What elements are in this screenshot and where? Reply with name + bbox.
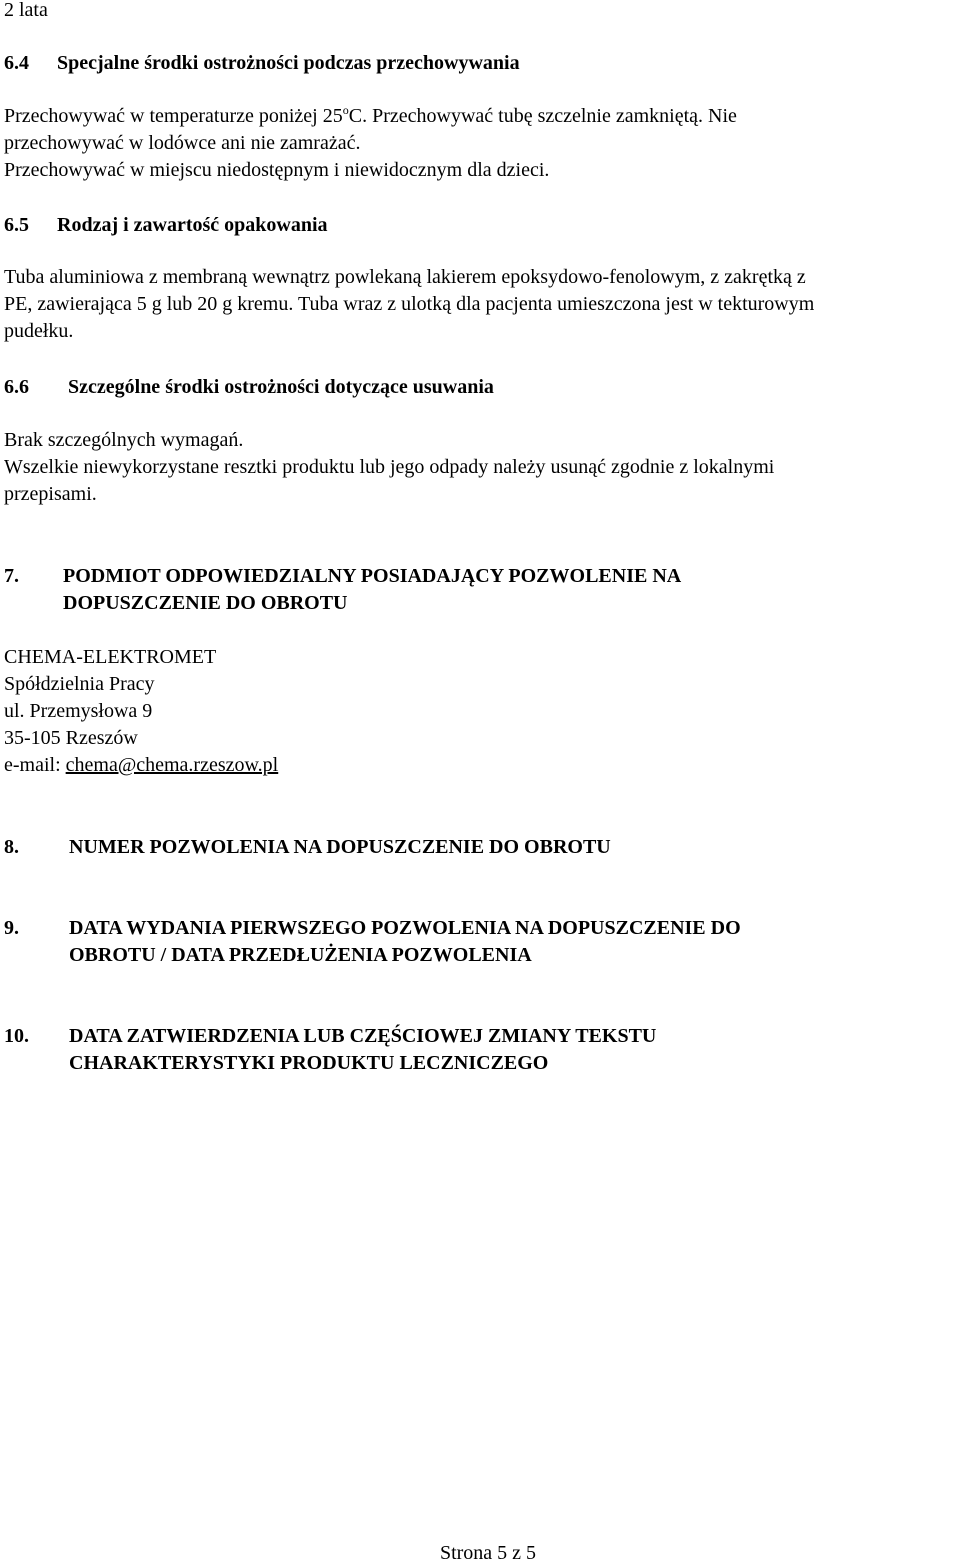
- section-number: 6.5: [4, 214, 29, 236]
- paragraph-line: Tuba aluminiowa z membraną wewnątrz powlekaną lakierem epoksydowo-fenolowym, z zakrętką z: [4, 266, 806, 288]
- section-title-line: DOPUSZCZENIE DO OBROTU: [63, 592, 348, 614]
- section-title-line: DATA WYDANIA PIERWSZEGO POZWOLENIA NA DOPUSZCZENIE DO: [69, 917, 741, 939]
- section-6-4-heading: [4, 50, 520, 77]
- section-title: Specjalne środki ostrożności podczas przechowywania: [57, 52, 520, 74]
- paragraph-line: pudełku.: [4, 320, 74, 342]
- section-title-line: DATA ZATWIERDZENIA LUB CZĘŚCIOWEJ ZMIANY TEKSTU: [69, 1025, 657, 1047]
- section-number: 7.: [4, 565, 19, 587]
- section-number: 9.: [4, 917, 19, 939]
- company-address: [4, 644, 959, 779]
- paragraph-line: przepisami.: [4, 483, 97, 505]
- section-number: 8.: [4, 836, 19, 858]
- section-number: 6.4: [4, 52, 29, 74]
- page-number-footer: Strona 5 z 5: [439, 1542, 537, 1564]
- section-6-4-body: [4, 103, 959, 184]
- section-title-line: PODMIOT ODPOWIEDZIALNY POSIADAJĄCY POZWOLENIE NA: [63, 565, 682, 587]
- section-6-6-body: [4, 427, 959, 508]
- street-address: ul. Przemysłowa 9: [4, 700, 153, 722]
- section-6-5-body: [4, 264, 959, 345]
- section-title-line: OBROTU / DATA PRZEDŁUŻENIA POZWOLENIA: [69, 944, 532, 966]
- paragraph-line: Przechowywać w miejscu niedostępnym i niewidocznym dla dzieci.: [4, 159, 550, 181]
- section-title: Szczególne środki ostrożności dotyczące usuwania: [68, 376, 494, 398]
- section-8-heading: [4, 834, 611, 861]
- section-number: 10.: [4, 1025, 29, 1047]
- paragraph-line: Brak szczególnych wymagań.: [4, 429, 244, 451]
- company-type: Spółdzielnia Pracy: [4, 673, 155, 695]
- section-number: 6.6: [4, 376, 29, 398]
- email-link[interactable]: chema@chema.rzeszow.pl: [65, 754, 279, 776]
- section-6-5-heading: [4, 212, 328, 239]
- paragraph-line: Wszelkie niewykorzystane resztki produktu lub jego odpady należy usunąć zgodnie z lokalnymi: [4, 456, 775, 478]
- email-line: [4, 752, 959, 779]
- paragraph-line: przechowywać w lodówce ani nie zamrażać.: [4, 132, 361, 154]
- postal-city: 35-105 Rzeszów: [4, 727, 138, 749]
- continued-text: 2 lata: [4, 0, 48, 21]
- paragraph-line: PE, zawierająca 5 g lub 20 g kremu. Tuba wraz z ulotką dla pacjenta umieszczona jest w tekturowym: [4, 293, 815, 315]
- section-title: Rodzaj i zawartość opakowania: [57, 214, 328, 236]
- section-6-6-heading: [4, 374, 494, 401]
- paragraph-line: Przechowywać w temperaturze poniżej 25$^o$C. Przechowywać tubę szczelnie zamkniętą. Nie: [4, 103, 737, 127]
- section-title: NUMER POZWOLENIA NA DOPUSZCZENIE DO OBROTU: [69, 836, 611, 858]
- section-title-line: CHARAKTERYSTYKI PRODUKTU LECZNICZEGO: [69, 1052, 549, 1074]
- company-name: CHEMA-ELEKTROMET: [4, 646, 217, 668]
- email-label: e-mail:: [4, 754, 66, 776]
